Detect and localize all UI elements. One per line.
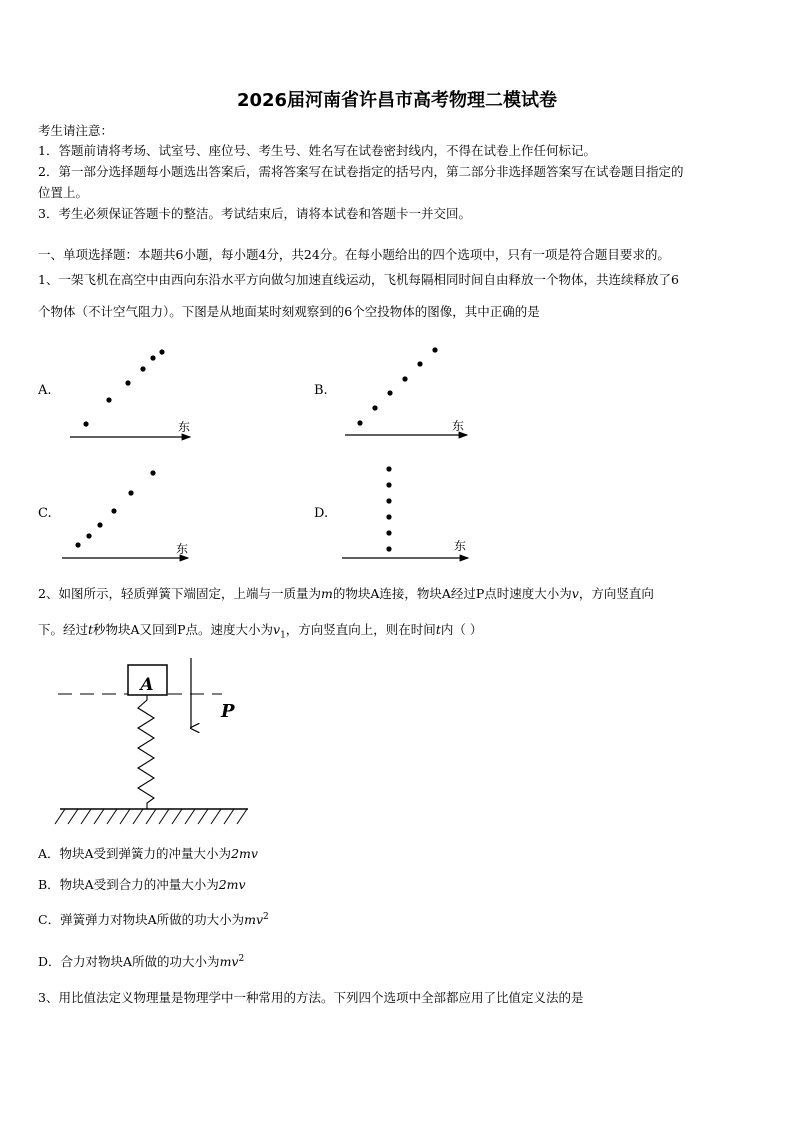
q1-b-dot <box>372 405 377 410</box>
q1-d-dot <box>386 514 391 519</box>
q2-var-t: t <box>435 622 441 637</box>
q2-option-d[interactable] <box>38 952 244 970</box>
q1-d-dot <box>386 482 391 487</box>
q2-var-t: t <box>88 622 94 637</box>
q1-option-b-label[interactable]: B. <box>314 383 328 398</box>
q1-b-dot <box>402 376 407 381</box>
q1-a-dot <box>140 366 145 371</box>
section-heading: 一、单项选择题：本题共6小题，每小题4分，共24分。在每小题给出的四个选项中，只有一项是符合题目要求的。 <box>38 247 670 262</box>
q2-var-m: m <box>320 586 333 601</box>
q1-option-d-axis-label: 东 <box>454 539 467 553</box>
q1-a-dot <box>83 421 88 426</box>
q1-c-dot <box>150 470 155 475</box>
q2-option-b-text: B．物块A受到合力的冲量大小为 <box>38 877 219 892</box>
q2-stem-text: 秒物块A又回到P点。速度大小为 <box>93 622 273 637</box>
ground-hatch <box>55 809 247 824</box>
q1-b-dot <box>432 347 437 352</box>
q1-c-dot <box>111 508 116 513</box>
q2-option-c-text: C．弹簧弹力对物块A所做的功大小为 <box>38 912 245 927</box>
q2-option-b[interactable] <box>38 875 246 893</box>
q1-a-dot <box>159 349 164 354</box>
page-title: 2026届河南省许昌市高考物理二模试卷 <box>236 90 558 111</box>
q2-option-a-formula: 2mv <box>231 846 258 861</box>
q1-b-dot <box>357 420 362 425</box>
q2-option-d-formula: mv <box>219 954 239 969</box>
notice-item-1: 1．答题前请将考场、试室号、座位号、考生号、姓名写在试卷密封线内，不得在试卷上作任何标记。 <box>38 143 596 158</box>
q2-stem-text: ，方向竖直向上，则在时间 <box>285 622 436 637</box>
q1-figures <box>0 330 794 570</box>
q1-option-a-label[interactable]: A. <box>38 383 52 398</box>
q2-stem-text: 2、如图所示，轻质弹簧下端固定，上端与一质量为 <box>38 586 321 601</box>
q2-stem-text: 下。经过 <box>38 622 89 637</box>
q2-option-d-text: D．合力对物块A所做的功大小为 <box>38 954 220 969</box>
q1-stem-line1: 1、一架飞机在高空中由西向东沿水平方向做匀加速直线运动，飞机每隔相同时间自由释放一个物体，共连续释放了6 <box>38 272 679 287</box>
q1-c-dot <box>97 522 102 527</box>
q2-option-b-formula: 2mv <box>218 877 246 892</box>
notice-item-3: 3．考生必须保证答题卡的整洁。考试结束后，请将本试卷和答题卡一并交回。 <box>38 206 471 221</box>
q3-stem-line1: 3、用比值法定义物理量是物理学中一种常用的方法。下列四个选项中全部都应用了比值定义法的是 <box>38 990 584 1005</box>
q2-option-a-text: A．物块A受到弹簧力的冲量大小为 <box>38 846 232 861</box>
q1-d-dot <box>386 498 391 503</box>
q2-option-a[interactable] <box>38 844 258 862</box>
q1-option-c-label[interactable]: C. <box>38 506 52 521</box>
q1-a-dot <box>150 355 155 360</box>
q1-c-dot <box>86 533 91 538</box>
q1-option-a-axis-label: 东 <box>178 420 191 434</box>
q1-b-dot <box>387 390 392 395</box>
q2-option-c[interactable] <box>38 910 269 928</box>
q1-c-dot <box>75 542 80 547</box>
q1-option-b-axis-label: 东 <box>452 419 465 433</box>
q2-var-v1: v <box>273 622 281 637</box>
block-a-label: A <box>140 675 154 695</box>
q2-stem-text: 内（ ） <box>440 622 483 637</box>
notice-item-2-cont: 位置上。 <box>38 185 89 200</box>
q1-option-d-dots <box>386 466 391 551</box>
q2-stem-line2 <box>38 620 482 641</box>
q2-option-c-sup: 2 <box>263 911 269 922</box>
q2-stem-text: ，方向竖直向 <box>578 586 654 601</box>
q1-a-dot <box>106 397 111 402</box>
q2-option-d-sup: 2 <box>238 953 245 964</box>
q2-var-v: v <box>571 586 579 601</box>
point-p-label: P <box>221 701 235 722</box>
q1-option-c-dots <box>75 470 155 547</box>
notice-heading: 考生请注意： <box>38 123 114 138</box>
q2-var-v1-sub: 1 <box>280 630 286 641</box>
q2-stem-line1 <box>38 584 654 602</box>
q1-stem-line2: 个物体（不计空气阻力）。下图是从地面某时刻观察到的6个空投物体的图像，其中正确的是 <box>38 304 540 319</box>
spring <box>138 695 154 809</box>
q1-option-b-dots <box>357 347 437 425</box>
q1-option-d-label[interactable]: D. <box>314 506 329 521</box>
q1-option-a-dots <box>83 349 164 426</box>
q1-a-dot <box>125 380 130 385</box>
q2-option-c-formula: mv <box>244 912 264 927</box>
q1-d-dot <box>386 466 391 471</box>
q1-c-dot <box>128 490 133 495</box>
q2-spring-figure <box>0 655 300 830</box>
q2-stem-text: 的物块A连接，物块A经过P点时速度大小为 <box>332 586 572 601</box>
notice-item-2: 2．第一部分选择题每小题选出答案后，需将答案写在试卷指定的括号内，第二部分非选择题答案写在试卷题目指定的 <box>38 164 684 179</box>
q1-option-c-axis-label: 东 <box>176 542 189 556</box>
q1-d-dot <box>386 530 391 535</box>
q1-d-dot <box>386 546 391 551</box>
q1-b-dot <box>417 361 422 366</box>
